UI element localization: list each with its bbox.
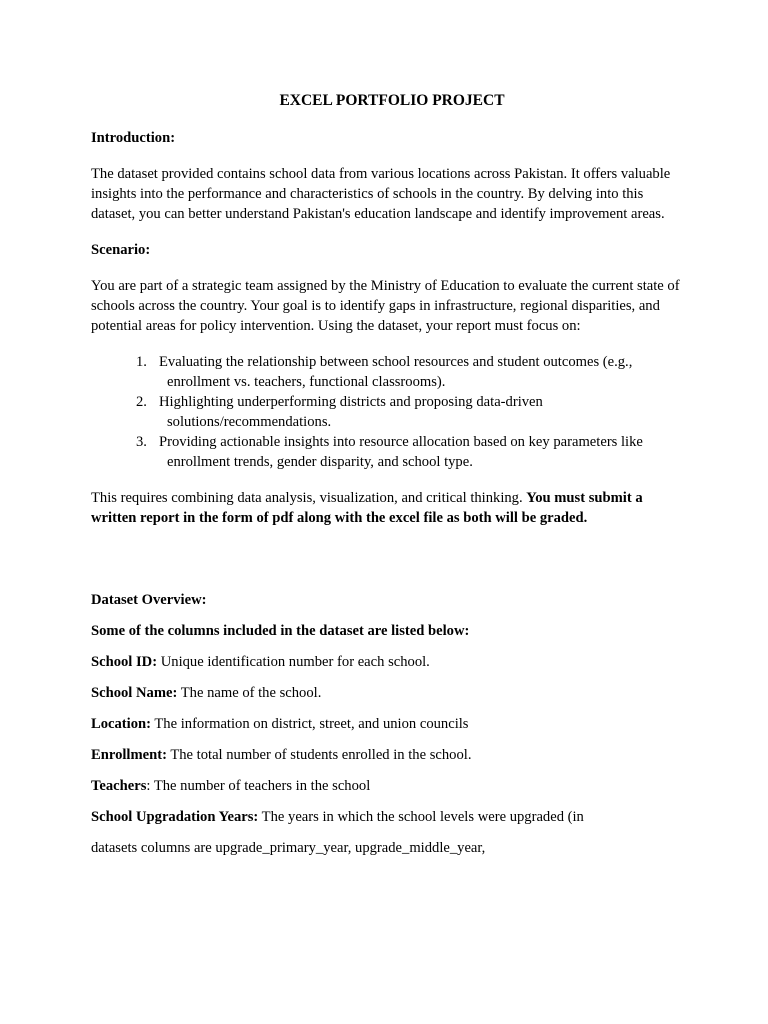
list-item [91, 352, 681, 392]
section-spacer [91, 544, 681, 590]
field-school-name [91, 683, 681, 703]
field-label: Enrollment: [91, 747, 167, 763]
field-label: School Name: [91, 685, 178, 701]
field-label: School Upgradation Years: [91, 809, 259, 825]
scenario-heading: Scenario: [91, 242, 151, 258]
dataset-heading: Dataset Overview: [91, 592, 207, 608]
field-label: Teachers [91, 778, 147, 794]
field-description: The years in which the school levels were upgraded (in [258, 809, 584, 825]
field-description: The name of the school. [177, 685, 322, 701]
list-item-text: Highlighting underperforming districts and proposing data-driven solutions/recommendations. [159, 394, 543, 430]
list-item-number: 3. [136, 434, 147, 450]
introduction-heading: Introduction: [91, 130, 176, 146]
document-title: EXCEL PORTFOLIO PROJECT [279, 92, 505, 109]
list-item-number: 2. [136, 394, 147, 410]
list-item [91, 432, 681, 472]
list-item-text: Evaluating the relationship between school resources and student outcomes (e.g., enrollment vs. teachers, functional classrooms). [159, 354, 633, 390]
field-description: The information on district, street, and union councils [151, 716, 469, 732]
field-description: : The number of teachers in the school [146, 778, 371, 794]
field-location [91, 714, 681, 734]
closing-text: This requires combining data analysis, visualization, and critical thinking. [91, 490, 527, 506]
field-label: Location: [91, 716, 151, 732]
field-description: The total number of students enrolled in the school. [166, 747, 472, 763]
focus-list [91, 352, 681, 472]
list-item-text: Providing actionable insights into resource allocation based on key parameters like enrollment trends, gender disparity, and school type. [159, 434, 643, 470]
field-teachers [91, 776, 681, 796]
field-continuation: datasets columns are upgrade_primary_year, upgrade_middle_year, [91, 840, 486, 856]
field-enrollment [91, 745, 681, 765]
field-description: Unique identification number for each school. [157, 654, 430, 670]
document-page [91, 91, 681, 868]
scenario-body: You are part of a strategic team assigned by the Ministry of Education to evaluate the current state of schools across the country. Your goal is to identify gaps in infrastructure, regional disparities, and potential areas for policy intervention. Using the dataset, your report must focus on: [91, 278, 680, 334]
scenario-closing [91, 488, 681, 528]
list-item-number: 1. [136, 354, 147, 370]
introduction-body: The dataset provided contains school data from various locations across Pakistan. It offers valuable insights into the performance and characteristics of schools in the country. By delving into this dataset, you can better understand Pakistan's education landscape and identify improvement areas. [91, 166, 671, 222]
field-school-id [91, 652, 681, 672]
list-item [91, 392, 681, 432]
dataset-subheading: Some of the columns included in the dataset are listed below: [91, 623, 470, 639]
closing-emphasis: You must submit a written report in the form of pdf along with the excel file as both will be graded. [91, 490, 643, 526]
field-label: School ID: [91, 654, 158, 670]
field-school-upgradation-years [91, 807, 681, 827]
